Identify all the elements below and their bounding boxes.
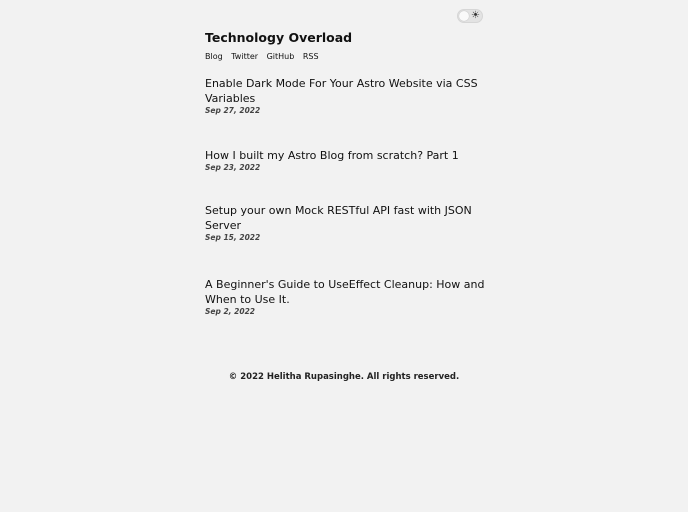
post-item	[205, 203, 485, 243]
post-date: Sep 27, 2022	[205, 106, 261, 115]
nav-link-github[interactable]: GitHub	[266, 52, 295, 61]
post-title-link[interactable]: Enable Dark Mode For Your Astro Website via CSS Variables	[205, 77, 478, 105]
site-title[interactable]: Technology Overload	[205, 30, 353, 45]
toggle-knob	[459, 11, 469, 21]
post-item	[205, 277, 485, 317]
nav-link-twitter[interactable]: Twitter	[231, 52, 259, 61]
post-title-link[interactable]: How I built my Astro Blog from scratch? Part 1	[205, 149, 459, 162]
top-nav	[205, 52, 325, 61]
post-date: Sep 2, 2022	[205, 307, 256, 316]
post-date: Sep 15, 2022	[205, 233, 261, 242]
post-list	[205, 76, 485, 317]
post-item	[205, 76, 485, 116]
post-title-link[interactable]: A Beginner's Guide to UseEffect Cleanup: How and When to Use It.	[205, 278, 485, 306]
footer-copyright: © 2022 Helitha Rupasinghe. All rights reserved.	[228, 372, 460, 382]
theme-toggle[interactable]	[457, 9, 483, 23]
nav-link-rss[interactable]: RSS	[302, 52, 319, 61]
nav-link-blog[interactable]: Blog	[205, 52, 223, 61]
sun-icon: ☀	[471, 10, 480, 21]
post-item	[205, 148, 485, 173]
post-title-link[interactable]: Setup your own Mock RESTful API fast with JSON Server	[205, 204, 472, 232]
post-date: Sep 23, 2022	[205, 163, 261, 172]
